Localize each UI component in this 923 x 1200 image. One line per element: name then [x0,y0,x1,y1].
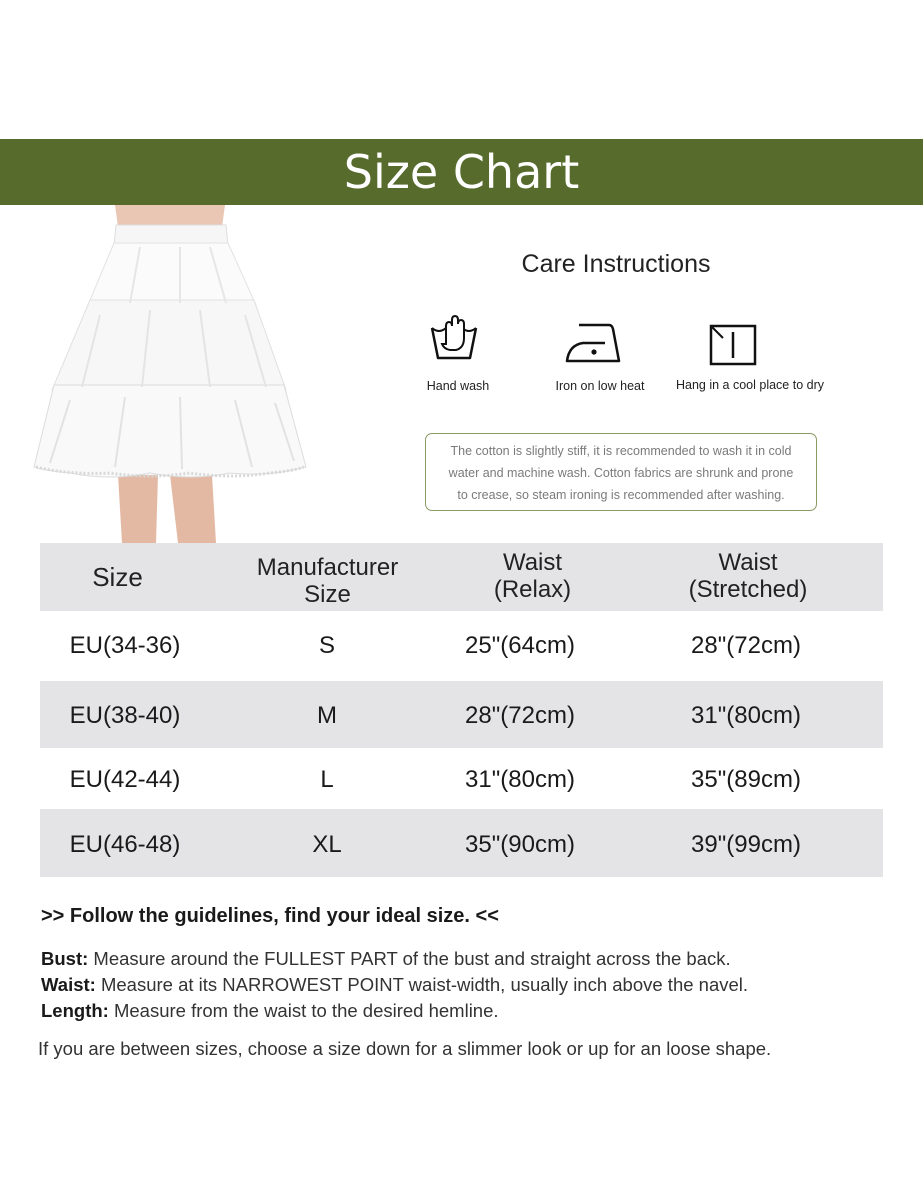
header-size [40,564,195,591]
guideline-text: Measure around the FULLEST PART of the bust and straight across the back. [88,948,731,969]
header-waist-stretched [668,549,828,603]
care-note [425,433,817,511]
care-note-line: water and machine wash. Cotton fabrics are shrunk and prone [448,466,794,480]
waist-stretched-cell: 35"(89cm) [691,766,801,793]
header-line: Manufacturer [256,554,399,581]
size-cell: EU(46-48) [69,831,181,858]
guidelines-title: >> Follow the guidelines, find your ideal size. << [41,905,499,927]
header-line: Waist [718,549,778,576]
size-chart-banner [0,139,923,205]
waist-relax-cell: 35"(90cm) [465,831,575,858]
guideline-text: Measure at its NARROWEST POINT waist-width, usually inch above the navel. [95,974,749,995]
manufacturer-size-cell: M [317,702,337,729]
page-title: Size Chart [343,145,580,199]
hand-wash-icon [428,314,480,362]
size-cell: EU(38-40) [69,702,181,729]
header-line: (Relax) [493,576,572,603]
waist-relax-cell: 28"(72cm) [465,702,575,729]
white-petticoat-illustration [30,205,310,545]
iron-low-heat-label: Iron on low heat [555,379,645,393]
line-dry-shade-icon [709,324,757,366]
care-note-line: The cotton is slightly stiff, it is recommended to wash it in cold [450,444,792,458]
header-waist-relax [455,549,610,603]
product-image [30,205,310,545]
hand-wash-label: Hand wash [426,379,490,393]
guideline-text: Measure from the waist to the desired hemline. [108,1000,499,1021]
header-size-label: Size [92,562,143,592]
manufacturer-size-cell: XL [312,831,342,858]
waist-relax-cell: 25"(64cm) [465,632,575,659]
guideline-term: Waist: [41,974,96,995]
table-row [40,681,883,748]
guideline-term: Bust: [41,948,89,969]
waist-stretched-cell: 31"(80cm) [691,702,801,729]
header-manufacturer-size [240,554,415,608]
manufacturer-size-cell: S [318,632,335,659]
table-row [40,611,883,681]
guideline-bust [41,948,731,970]
header-line: Size [304,581,351,608]
guideline-length [41,1000,499,1022]
waist-stretched-cell: 28"(72cm) [691,632,801,659]
header-line: Waist [502,549,563,576]
manufacturer-size-cell: L [320,766,334,793]
size-cell: EU(34-36) [69,632,181,659]
waist-relax-cell: 31"(80cm) [465,766,575,793]
table-header-row [40,543,883,611]
header-line: (Stretched) [688,576,808,603]
size-cell: EU(42-44) [69,766,181,793]
guideline-waist [41,974,748,996]
guideline-term: Length: [41,1000,109,1021]
iron-low-heat-icon [565,321,621,365]
table-row [40,809,883,877]
hang-dry-label: Hang in a cool place to dry [675,378,824,392]
waist-stretched-cell: 39"(99cm) [691,831,801,858]
care-note-line: to crease, so steam ironing is recommended after washing. [457,488,785,502]
between-sizes-tip: If you are between sizes, choose a size down for a slimmer look or up for an loose shape. [38,1038,772,1059]
size-table [40,543,883,877]
table-row [40,748,883,809]
care-instructions-title: Care Instructions [521,250,711,278]
